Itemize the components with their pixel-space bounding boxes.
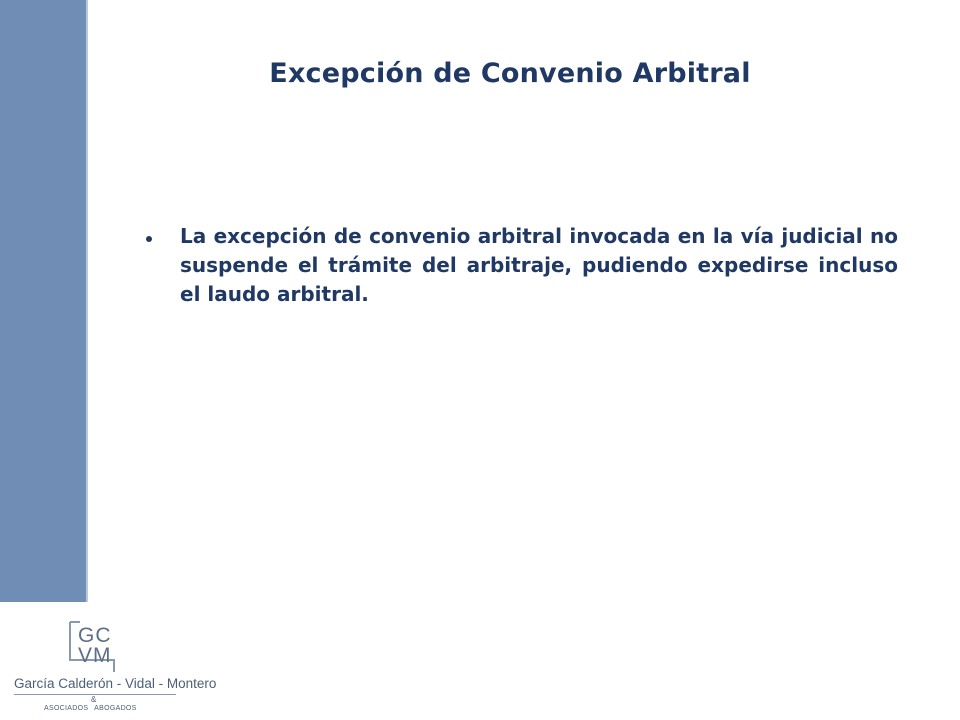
bullet-text: La excepción de convenio arbitral invocada en la vía judicial no suspende el trámite del arbitraje, pudiendo expedirse incluso el laudo arbitral. (180, 224, 898, 306)
logo-ampersand: & (91, 695, 97, 704)
bullet-list (144, 222, 898, 309)
sidebar-band (0, 0, 88, 602)
bullet-dot-icon (146, 236, 152, 242)
logo-initials-bottom: VM (78, 644, 112, 667)
firm-logo (0, 612, 217, 720)
logo-subtitle: ASOCIADOS ABOGADOS (44, 705, 137, 712)
logo-initials-top: GC (78, 624, 112, 647)
slide-title: Excepción de Convenio Arbitral (269, 58, 751, 89)
logo-firm-name: García Calderón - Vidal - Montero (14, 676, 217, 691)
bullet-item (144, 222, 898, 309)
